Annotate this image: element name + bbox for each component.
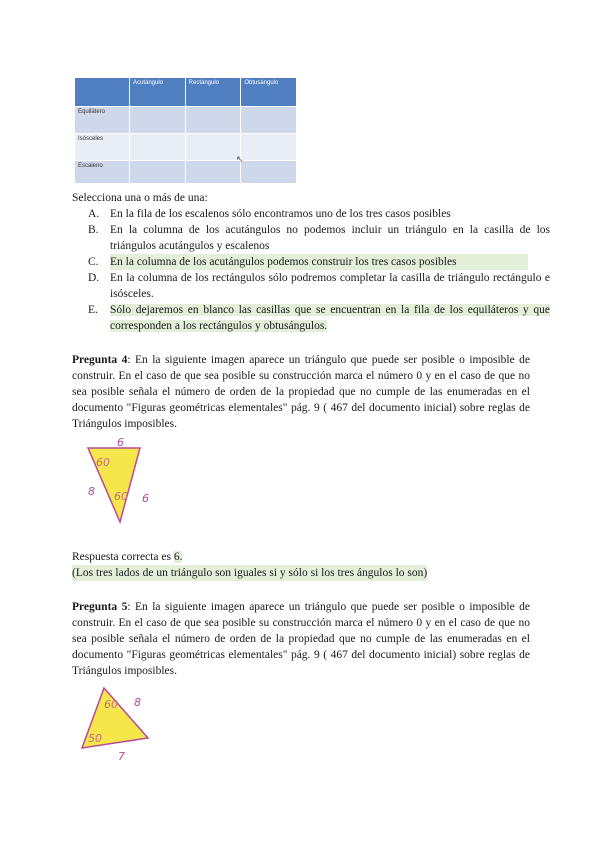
side-label-bottom: 7 — [118, 750, 125, 762]
table-header-cell — [75, 78, 130, 107]
option-letter: B. — [88, 224, 99, 236]
angle-label-left: 50 — [88, 732, 102, 745]
table-cell — [130, 161, 186, 184]
table-cell — [241, 161, 297, 184]
table-cell — [185, 161, 241, 184]
table-cell — [185, 134, 241, 161]
table-cell — [130, 134, 186, 161]
table-row-label: Equilátero — [75, 107, 130, 134]
question-prompt: Selecciona una o más de una: — [72, 192, 208, 204]
angle-label-bottom: 60 — [114, 490, 128, 503]
table-row — [75, 107, 297, 134]
option-text: En la columna de los acutángulos podemos construir los tres casos posibles — [110, 254, 528, 270]
angle-label-top: 60 — [104, 698, 118, 711]
table-row — [75, 161, 297, 184]
side-label-top: 6 — [117, 436, 124, 449]
option-letter: C. — [88, 256, 99, 268]
option-text: En la columna de los acutángulos no podemos incluir un triángulo en la casilla de los triángulos acutángulos y escalenos — [110, 224, 550, 252]
question-5-label: Pregunta 5 — [72, 601, 128, 613]
side-label-top: 8 — [134, 696, 141, 709]
side-label-left: 8 — [88, 485, 95, 498]
option-text: En la fila de los escalenos sólo encontramos uno de los tres casos posibles — [110, 208, 451, 220]
mouse-cursor-icon: ↖ — [236, 155, 244, 165]
question-5-triangle — [78, 682, 160, 762]
table-header-row — [75, 78, 297, 107]
option-letter: E. — [88, 304, 98, 316]
answer-value: 6. — [173, 551, 183, 563]
question-4-triangle — [84, 436, 164, 528]
question-4-answer — [72, 549, 182, 565]
angle-label-top: 60 — [96, 456, 110, 469]
table-cell — [130, 107, 186, 134]
table-cell — [241, 134, 297, 161]
question-4-body: : En la siguiente imagen aparece un triángulo que puede ser posible o imposible de construir. En el caso de que sea posible su construcción marca el número 0 y en el caso de que no sea posible señala el número de orden de la propiedad que no cumple de las enumeradas en el documento "Figuras geométricas elementales" pág. 9 ( 467 del documento inicial) sobre reglas de Triángulos imposibles. — [72, 354, 530, 430]
option-letter: A. — [88, 208, 100, 220]
question-4-explanation: (Los tres lados de un triángulo son iguales si y sólo si los tres ángulos lo son) — [72, 567, 428, 579]
option-text — [110, 302, 550, 334]
option-letter: D. — [88, 272, 100, 284]
side-label-right: 6 — [142, 492, 149, 505]
table-header-cell: Acutángulo — [130, 78, 186, 107]
table-cell — [185, 107, 241, 134]
table-row-label: Isósceles — [75, 134, 130, 161]
table-header-cell: Rectángulo — [185, 78, 241, 107]
question-4-label: Pregunta 4 — [72, 354, 128, 366]
option-text-highlight: Sólo dejaremos en blanco las casillas que se encuentran en la fila de los equiláteros y que corresponden a los rectángulos y obtusángulos. — [110, 304, 550, 332]
table-header-cell: Obtusángulo — [241, 78, 297, 107]
table-cell — [241, 107, 297, 134]
answer-prefix: Respuesta correcta es — [72, 551, 174, 563]
option-text: En la columna de los rectángulos sólo podremos completar la casilla de triángulo rectángulo e isósceles. — [110, 272, 550, 300]
table-row — [75, 134, 297, 161]
question-4-text — [72, 352, 530, 432]
table-row-label: Escaleno — [75, 161, 130, 184]
triangle-classification-table — [74, 77, 297, 184]
question-5-text — [72, 599, 530, 679]
question-5-body: : En la siguiente imagen aparece un triángulo que puede ser posible o imposible de construir. En el caso de que sea posible su construcción marca el número 0 y en el caso de que no sea posible señala el número de orden de la propiedad que no cumple de las enumeradas en el documento "Figuras geométricas elementales" pág. 9 ( 467 del documento inicial) sobre reglas de Triángulos imposibles. — [72, 601, 530, 677]
